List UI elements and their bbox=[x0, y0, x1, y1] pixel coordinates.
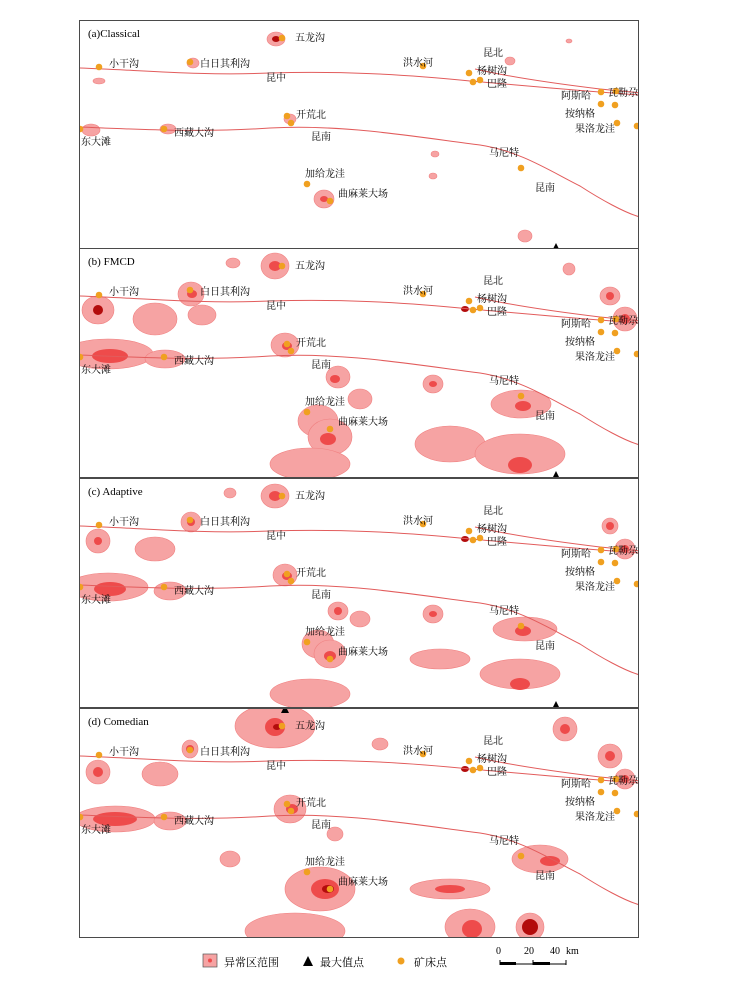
anomaly-area bbox=[270, 679, 350, 708]
place-label-dongdatan: 东大滩 bbox=[81, 365, 111, 376]
deposit-point bbox=[327, 426, 334, 433]
deposit-point bbox=[466, 298, 473, 305]
place-label-kunbei: 昆北 bbox=[483, 506, 503, 517]
place-label-kaihuangbei: 开荒北 bbox=[296, 568, 326, 579]
place-label-xiaogangou: 小干沟 bbox=[109, 59, 139, 70]
place-label-kunzhong: 昆中 bbox=[266, 301, 286, 312]
place-label-walele: 瓦勒尕 bbox=[608, 88, 638, 99]
legend-anomaly-label: 异常区范围 bbox=[224, 956, 279, 969]
deposit-point bbox=[279, 263, 286, 270]
anomaly-area bbox=[515, 401, 531, 411]
place-label-jiageilongwa: 加给龙洼 bbox=[305, 857, 345, 868]
deposit-point bbox=[598, 317, 605, 324]
anomaly-area bbox=[606, 292, 614, 300]
place-label-guoluolongwa: 果洛龙洼 bbox=[575, 582, 615, 593]
place-label-balong: 巴隆 bbox=[487, 767, 507, 778]
place-label-guoluolongwa: 果洛龙洼 bbox=[575, 352, 615, 363]
panel-title: (a)Classical bbox=[88, 28, 140, 40]
place-label-asiha: 阿斯哈 bbox=[561, 319, 591, 330]
place-label-kunnan: 昆南 bbox=[311, 590, 331, 601]
deposit-point bbox=[634, 811, 639, 818]
deposit-point bbox=[187, 747, 194, 754]
place-label-kunnan: 昆南 bbox=[311, 820, 331, 831]
place-label-bairiqili: 白日其利沟 bbox=[200, 287, 250, 298]
anomaly-area bbox=[224, 488, 236, 498]
deposit-point bbox=[161, 814, 168, 821]
place-label-maniter: 马尼特 bbox=[489, 376, 519, 387]
anomaly-area bbox=[245, 913, 345, 938]
anomaly-area bbox=[606, 522, 614, 530]
place-label-balong: 巴隆 bbox=[487, 79, 507, 90]
deposit-point bbox=[598, 547, 605, 554]
panel-title: (d) Comedian bbox=[88, 716, 149, 728]
anomaly-area bbox=[94, 537, 102, 545]
place-label-walele: 瓦勒尕 bbox=[608, 546, 638, 557]
place-label-xizangdagou: 西藏大沟 bbox=[174, 356, 214, 367]
deposit-point bbox=[612, 102, 619, 109]
place-label-yangshugou: 杨树沟 bbox=[477, 754, 507, 765]
anomaly-area bbox=[510, 678, 530, 690]
anomaly-area bbox=[522, 919, 538, 935]
deposit-point bbox=[518, 393, 525, 400]
deposit-point bbox=[466, 70, 473, 77]
deposit-point bbox=[327, 656, 334, 663]
anomaly-area bbox=[93, 78, 105, 84]
deposit-point bbox=[598, 777, 605, 784]
place-label-annage: 按纳格 bbox=[565, 797, 595, 808]
place-label-kunbei: 昆北 bbox=[483, 736, 503, 747]
place-label-asiha: 阿斯哈 bbox=[561, 779, 591, 790]
deposit-point bbox=[288, 808, 295, 815]
anomaly-area bbox=[93, 812, 137, 826]
deposit-point bbox=[284, 341, 291, 348]
legend bbox=[0, 948, 739, 978]
place-label-kunbei: 昆北 bbox=[483, 276, 503, 287]
anomaly-area bbox=[142, 762, 178, 786]
deposit-point bbox=[470, 767, 477, 774]
anomaly-area bbox=[320, 433, 336, 445]
deposit-point bbox=[304, 869, 311, 876]
deposit-point bbox=[288, 578, 295, 585]
place-label-walele: 瓦勒尕 bbox=[608, 316, 638, 327]
place-label-qumalai: 曲麻莱大场 bbox=[338, 877, 388, 888]
place-label-jiageilongwa: 加给龙洼 bbox=[305, 397, 345, 408]
deposit-point bbox=[466, 528, 473, 535]
anomaly-area bbox=[415, 426, 485, 462]
place-label-wulonggou: 五龙沟 bbox=[295, 721, 325, 732]
place-label-kaihuangbei: 开荒北 bbox=[296, 110, 326, 121]
place-label-kaihuangbei: 开荒北 bbox=[296, 338, 326, 349]
legend-max-label: 最大值点 bbox=[320, 956, 364, 969]
anomaly-area bbox=[560, 724, 570, 734]
deposit-point bbox=[187, 517, 194, 524]
anomaly-area bbox=[272, 36, 280, 42]
anomaly-area bbox=[435, 885, 465, 893]
deposit-point bbox=[96, 522, 103, 529]
anomaly-area bbox=[540, 856, 560, 866]
deposit-point bbox=[634, 581, 639, 588]
deposit-point bbox=[518, 853, 525, 860]
legend-max-triangle bbox=[303, 956, 313, 966]
panel-title: (c) Adaptive bbox=[88, 486, 143, 498]
deposit-point bbox=[279, 723, 286, 730]
deposit-point bbox=[187, 287, 194, 294]
map-panel-1 bbox=[79, 20, 639, 250]
map-panel-3 bbox=[79, 478, 639, 708]
deposit-point bbox=[161, 584, 168, 591]
place-label-kunnan: 昆南 bbox=[535, 871, 555, 882]
anomaly-area bbox=[431, 151, 439, 157]
place-label-dongdatan: 东大滩 bbox=[81, 137, 111, 148]
deposit-point bbox=[304, 181, 311, 188]
deposit-point bbox=[518, 623, 525, 630]
scale-tick-0: 0 bbox=[496, 946, 501, 957]
max-value-point bbox=[552, 701, 560, 708]
place-label-qumalai: 曲麻莱大场 bbox=[338, 417, 388, 428]
deposit-point bbox=[304, 639, 311, 646]
anomaly-area bbox=[462, 920, 482, 938]
anomaly-area bbox=[350, 611, 370, 627]
place-label-kunzhong: 昆中 bbox=[266, 531, 286, 542]
place-label-wulonggou: 五龙沟 bbox=[295, 491, 325, 502]
deposit-point bbox=[284, 113, 291, 120]
anomaly-area bbox=[372, 738, 388, 750]
place-label-hongshuihe: 洪水河 bbox=[403, 286, 433, 297]
place-label-kunbei: 昆北 bbox=[483, 48, 503, 59]
panel-title: (b) FMCD bbox=[88, 256, 135, 268]
deposit-point bbox=[96, 292, 103, 299]
deposit-point bbox=[612, 560, 619, 567]
place-label-kunnan: 昆南 bbox=[311, 132, 331, 143]
anomaly-area bbox=[220, 851, 240, 867]
scale-unit: km bbox=[566, 946, 579, 957]
anomaly-area bbox=[563, 263, 575, 275]
deposit-point bbox=[470, 79, 477, 86]
place-label-qumalai: 曲麻莱大场 bbox=[338, 189, 388, 200]
map-panel-svg bbox=[80, 21, 639, 250]
deposit-point bbox=[288, 348, 295, 355]
anomaly-area bbox=[270, 448, 350, 478]
deposit-point bbox=[598, 559, 605, 566]
deposit-point bbox=[327, 886, 334, 893]
map-panel-svg bbox=[80, 709, 639, 938]
place-label-wulonggou: 五龙沟 bbox=[295, 261, 325, 272]
place-label-bairiqili: 白日其利沟 bbox=[200, 59, 250, 70]
deposit-point bbox=[470, 307, 477, 314]
deposit-point bbox=[284, 571, 291, 578]
legend-deposit-dot bbox=[398, 958, 405, 965]
place-label-dongdatan: 东大滩 bbox=[81, 595, 111, 606]
anomaly-area bbox=[429, 611, 437, 617]
place-label-guoluolongwa: 果洛龙洼 bbox=[575, 812, 615, 823]
anomaly-area bbox=[93, 305, 103, 315]
place-label-hongshuihe: 洪水河 bbox=[403, 58, 433, 69]
place-label-maniter: 马尼特 bbox=[489, 606, 519, 617]
anomaly-area bbox=[188, 305, 216, 325]
deposit-point bbox=[327, 198, 334, 205]
place-label-kunnan: 昆南 bbox=[311, 360, 331, 371]
place-label-kunnan: 昆南 bbox=[535, 641, 555, 652]
place-label-yangshugou: 杨树沟 bbox=[477, 294, 507, 305]
anomaly-area bbox=[566, 39, 572, 43]
place-label-yangshugou: 杨树沟 bbox=[477, 66, 507, 77]
place-label-annage: 按纳格 bbox=[565, 337, 595, 348]
place-label-hongshuihe: 洪水河 bbox=[403, 516, 433, 527]
deposit-point bbox=[161, 126, 168, 133]
place-label-annage: 按纳格 bbox=[565, 109, 595, 120]
legend-deposit-label: 矿床点 bbox=[414, 956, 447, 969]
place-label-bairiqili: 白日其利沟 bbox=[200, 517, 250, 528]
deposit-point bbox=[96, 752, 103, 759]
place-label-annage: 按纳格 bbox=[565, 567, 595, 578]
place-label-balong: 巴隆 bbox=[487, 537, 507, 548]
place-label-bairiqili: 白日其利沟 bbox=[200, 747, 250, 758]
anomaly-area bbox=[226, 258, 240, 268]
deposit-point bbox=[598, 89, 605, 96]
place-label-xiaogangou: 小干沟 bbox=[109, 287, 139, 298]
place-label-asiha: 阿斯哈 bbox=[561, 549, 591, 560]
deposit-point bbox=[612, 790, 619, 797]
anomaly-area bbox=[348, 389, 372, 409]
map-panel-4 bbox=[79, 708, 639, 938]
anomaly-area bbox=[94, 582, 126, 596]
anomaly-area bbox=[508, 457, 532, 473]
anomaly-area bbox=[82, 124, 100, 136]
place-label-kunnan: 昆南 bbox=[535, 183, 555, 194]
anomaly-area bbox=[518, 230, 532, 242]
deposit-point bbox=[634, 351, 639, 358]
place-label-yangshugou: 杨树沟 bbox=[477, 524, 507, 535]
deposit-point bbox=[284, 801, 291, 808]
anomaly-area bbox=[334, 607, 342, 615]
place-label-kunzhong: 昆中 bbox=[266, 73, 286, 84]
anomaly-area bbox=[330, 375, 340, 383]
deposit-point bbox=[466, 758, 473, 765]
place-label-maniter: 马尼特 bbox=[489, 836, 519, 847]
place-label-xiaogangou: 小干沟 bbox=[109, 747, 139, 758]
anomaly-area bbox=[505, 57, 515, 65]
place-label-guoluolongwa: 果洛龙洼 bbox=[575, 124, 615, 135]
scale-tick-20: 20 bbox=[524, 946, 534, 957]
deposit-point bbox=[612, 330, 619, 337]
anomaly-area bbox=[93, 767, 103, 777]
place-label-qumalai: 曲麻莱大场 bbox=[338, 647, 388, 658]
place-label-kaihuangbei: 开荒北 bbox=[296, 798, 326, 809]
place-label-jiageilongwa: 加给龙洼 bbox=[305, 627, 345, 638]
deposit-point bbox=[161, 354, 168, 361]
place-label-xiaogangou: 小干沟 bbox=[109, 517, 139, 528]
anomaly-area bbox=[429, 173, 437, 179]
anomaly-area bbox=[605, 751, 615, 761]
map-panel-svg bbox=[80, 249, 639, 478]
deposit-point bbox=[288, 120, 295, 127]
deposit-point bbox=[187, 59, 194, 66]
anomaly-area bbox=[135, 537, 175, 561]
deposit-point bbox=[96, 64, 103, 71]
place-label-xizangdagou: 西藏大沟 bbox=[174, 816, 214, 827]
fault-line bbox=[80, 127, 639, 217]
fault-line bbox=[80, 68, 639, 95]
place-label-maniter: 马尼特 bbox=[489, 148, 519, 159]
map-panel-svg bbox=[80, 479, 639, 708]
deposit-point bbox=[518, 165, 525, 172]
place-label-kunzhong: 昆中 bbox=[266, 761, 286, 772]
deposit-point bbox=[470, 537, 477, 544]
deposit-point bbox=[304, 409, 311, 416]
map-panel-2 bbox=[79, 248, 639, 478]
place-label-xizangdagou: 西藏大沟 bbox=[174, 586, 214, 597]
anomaly-area bbox=[410, 649, 470, 669]
place-label-wulonggou: 五龙沟 bbox=[295, 33, 325, 44]
deposit-point bbox=[598, 789, 605, 796]
anomaly-area bbox=[133, 303, 177, 335]
place-label-jiageilongwa: 加给龙洼 bbox=[305, 169, 345, 180]
place-label-hongshuihe: 洪水河 bbox=[403, 746, 433, 757]
place-label-dongdatan: 东大滩 bbox=[81, 825, 111, 836]
max-value-point bbox=[552, 471, 560, 478]
place-label-xizangdagou: 西藏大沟 bbox=[174, 128, 214, 139]
deposit-point bbox=[279, 35, 286, 42]
place-label-balong: 巴隆 bbox=[487, 307, 507, 318]
deposit-point bbox=[634, 123, 639, 130]
deposit-point bbox=[598, 101, 605, 108]
deposit-point bbox=[279, 493, 286, 500]
deposit-point bbox=[598, 329, 605, 336]
place-label-walele: 瓦勒尕 bbox=[608, 776, 638, 787]
scale-tick-40: 40 bbox=[550, 946, 560, 957]
anomaly-area bbox=[429, 381, 437, 387]
place-label-kunnan: 昆南 bbox=[535, 411, 555, 422]
place-label-asiha: 阿斯哈 bbox=[561, 91, 591, 102]
